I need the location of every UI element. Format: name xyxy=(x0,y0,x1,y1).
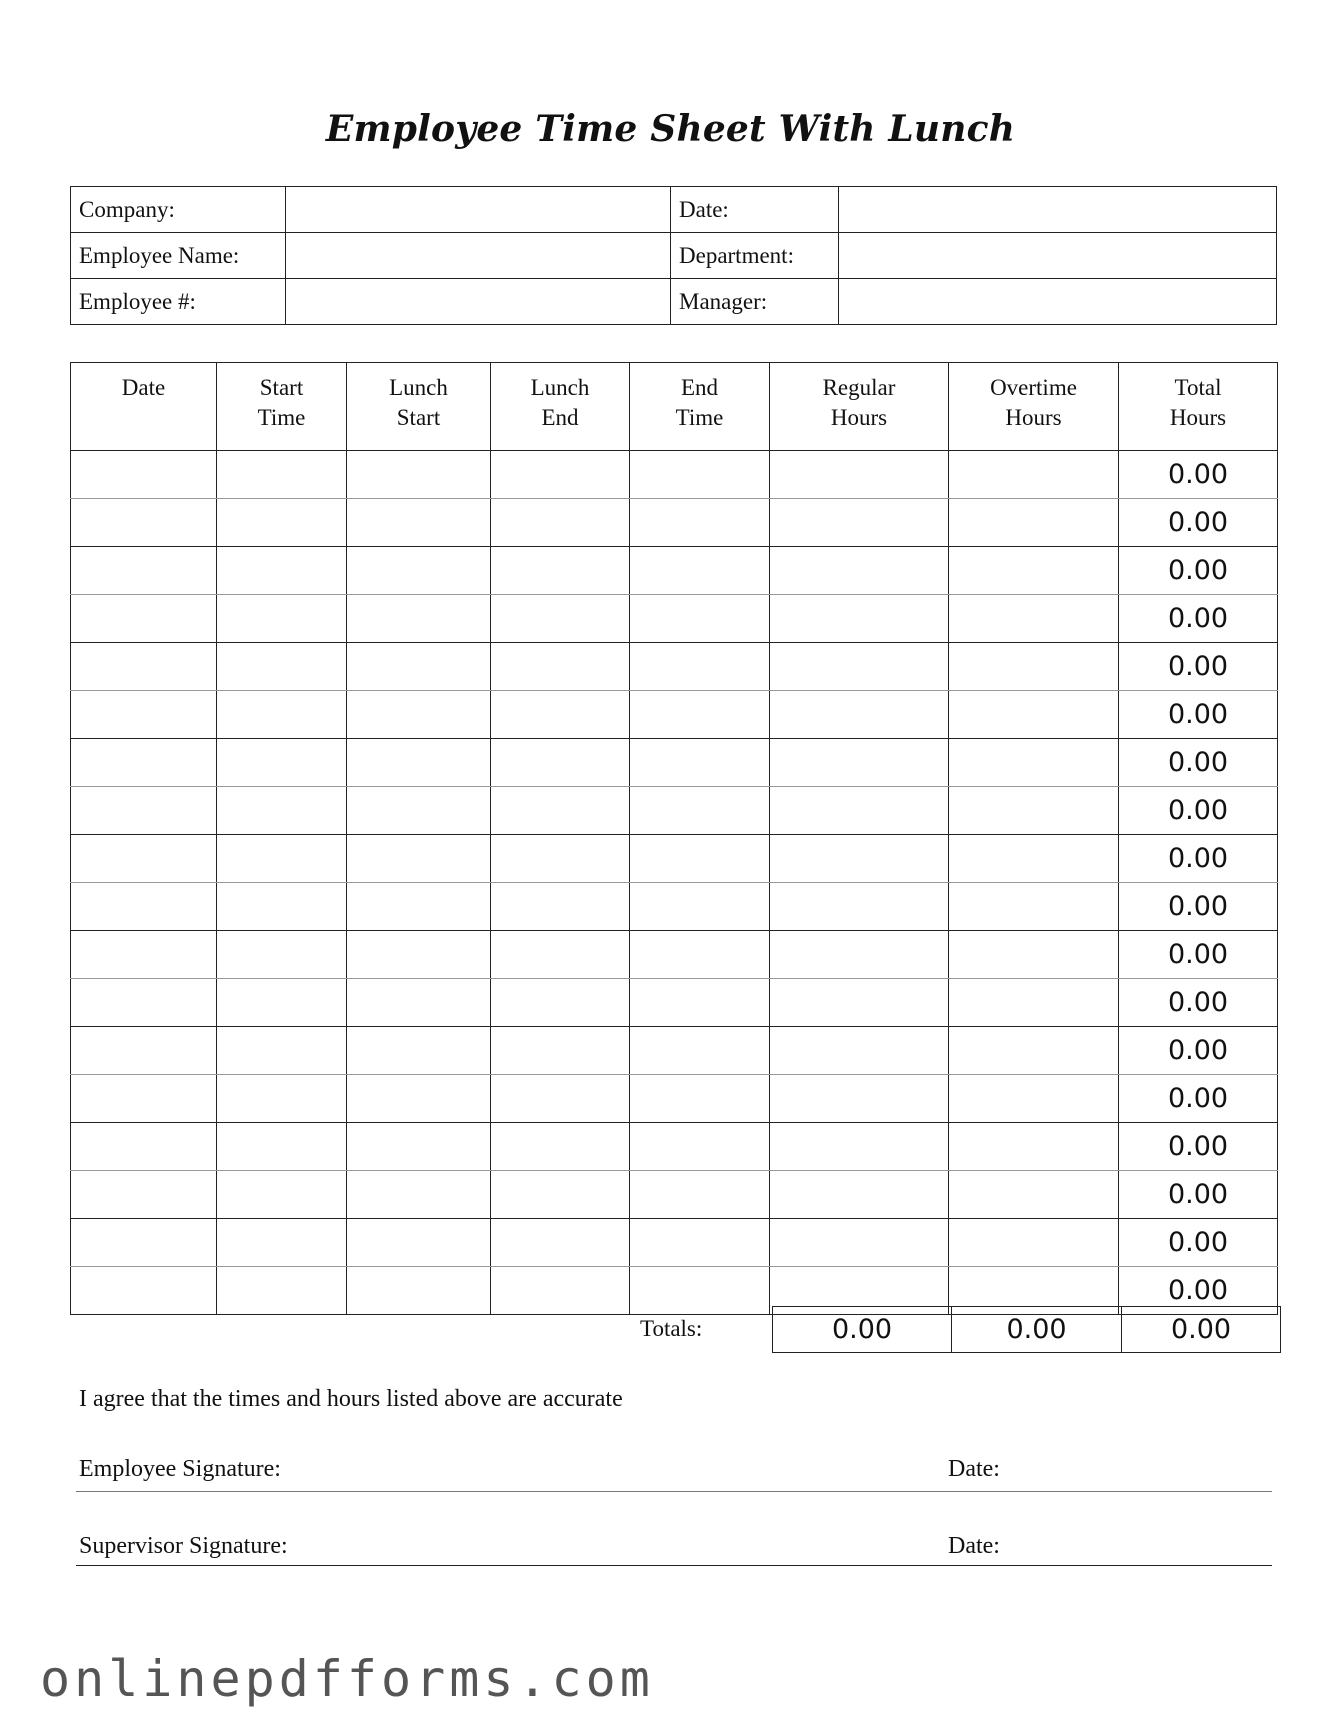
total-hours-cell: 0.00 xyxy=(1119,1219,1278,1267)
lunch-end-cell[interactable] xyxy=(491,1123,630,1171)
lunch-end-cell[interactable] xyxy=(491,787,630,835)
totals-table xyxy=(772,1306,1281,1353)
end-time-cell[interactable] xyxy=(630,1123,770,1171)
start-time-cell[interactable] xyxy=(217,787,347,835)
table-row xyxy=(71,883,1278,931)
info-row-company xyxy=(71,187,1277,233)
table-row xyxy=(71,787,1278,835)
start-time-cell[interactable] xyxy=(217,643,347,691)
total-hours-cell: 0.00 xyxy=(1119,1267,1278,1315)
overtime-hours-cell[interactable] xyxy=(949,979,1119,1027)
total-hours-cell: 0.00 xyxy=(1119,1123,1278,1171)
info-row-employee-name xyxy=(71,233,1277,279)
start-time-cell[interactable] xyxy=(217,979,347,1027)
table-row xyxy=(71,595,1278,643)
end-time-cell[interactable] xyxy=(630,883,770,931)
date-cell[interactable] xyxy=(71,883,217,931)
table-row xyxy=(71,979,1278,1027)
regular-hours-cell[interactable] xyxy=(770,1123,949,1171)
lunch-end-cell[interactable] xyxy=(491,451,630,499)
employee-signature-date-label: Date: xyxy=(948,1456,1000,1482)
lunch-start-cell[interactable] xyxy=(347,691,491,739)
employee-signature-label: Employee Signature: xyxy=(79,1456,281,1482)
lunch-start-cell[interactable] xyxy=(347,1171,491,1219)
lunch-end-cell[interactable] xyxy=(491,883,630,931)
start-time-cell[interactable] xyxy=(217,1267,347,1315)
table-row xyxy=(71,1075,1278,1123)
col-header-regular-hours: Regular Hours xyxy=(770,363,949,451)
start-time-cell[interactable] xyxy=(217,1123,347,1171)
lunch-end-cell[interactable] xyxy=(491,739,630,787)
manager-label: Manager: xyxy=(671,279,839,325)
total-hours-cell: 0.00 xyxy=(1119,931,1278,979)
date-cell[interactable] xyxy=(71,451,217,499)
table-row xyxy=(71,499,1278,547)
regular-hours-cell[interactable] xyxy=(770,595,949,643)
lunch-start-cell[interactable] xyxy=(347,739,491,787)
lunch-start-cell[interactable] xyxy=(347,643,491,691)
start-time-cell[interactable] xyxy=(217,1219,347,1267)
end-time-cell[interactable] xyxy=(630,451,770,499)
overtime-hours-cell[interactable] xyxy=(949,835,1119,883)
employee-signature-line[interactable] xyxy=(76,1491,1272,1492)
regular-hours-cell[interactable] xyxy=(770,883,949,931)
regular-hours-cell[interactable] xyxy=(770,643,949,691)
start-time-cell[interactable] xyxy=(217,1075,347,1123)
employee-name-field[interactable] xyxy=(286,233,671,279)
regular-hours-cell[interactable] xyxy=(770,787,949,835)
lunch-end-cell[interactable] xyxy=(491,595,630,643)
table-row xyxy=(71,451,1278,499)
end-time-cell[interactable] xyxy=(630,1171,770,1219)
regular-hours-cell[interactable] xyxy=(770,1027,949,1075)
start-time-cell[interactable] xyxy=(217,931,347,979)
table-row xyxy=(71,1171,1278,1219)
start-time-cell[interactable] xyxy=(217,835,347,883)
overtime-hours-cell[interactable] xyxy=(949,1171,1119,1219)
overtime-hours-cell[interactable] xyxy=(949,931,1119,979)
overtime-hours-cell[interactable] xyxy=(949,691,1119,739)
date-cell[interactable] xyxy=(71,739,217,787)
regular-hours-cell[interactable] xyxy=(770,835,949,883)
regular-hours-cell[interactable] xyxy=(770,931,949,979)
date-cell[interactable] xyxy=(71,1123,217,1171)
lunch-start-cell[interactable] xyxy=(347,931,491,979)
end-time-cell[interactable] xyxy=(630,835,770,883)
lunch-start-cell[interactable] xyxy=(347,1267,491,1315)
end-time-cell[interactable] xyxy=(630,691,770,739)
regular-hours-cell[interactable] xyxy=(770,499,949,547)
lunch-end-cell[interactable] xyxy=(491,643,630,691)
end-time-cell[interactable] xyxy=(630,643,770,691)
regular-hours-cell[interactable] xyxy=(770,691,949,739)
manager-field[interactable] xyxy=(839,279,1277,325)
start-time-cell[interactable] xyxy=(217,451,347,499)
overtime-hours-cell[interactable] xyxy=(949,547,1119,595)
total-hours-cell: 0.00 xyxy=(1119,595,1278,643)
lunch-start-cell[interactable] xyxy=(347,547,491,595)
overtime-hours-cell[interactable] xyxy=(949,595,1119,643)
overtime-hours-cell[interactable] xyxy=(949,1123,1119,1171)
col-header-total-hours: Total Hours xyxy=(1119,363,1278,451)
date-cell[interactable] xyxy=(71,643,217,691)
lunch-start-cell[interactable] xyxy=(347,595,491,643)
employee-number-label: Employee #: xyxy=(71,279,286,325)
time-table xyxy=(70,362,1278,1315)
table-row xyxy=(71,1219,1278,1267)
end-time-cell[interactable] xyxy=(630,1027,770,1075)
totals-row xyxy=(773,1307,1281,1353)
total-hours-cell: 0.00 xyxy=(1119,883,1278,931)
start-time-cell[interactable] xyxy=(217,883,347,931)
lunch-start-cell[interactable] xyxy=(347,787,491,835)
supervisor-signature-line[interactable] xyxy=(76,1565,1272,1566)
page-title: Employee Time Sheet With Lunch xyxy=(325,108,1016,150)
overtime-hours-cell[interactable] xyxy=(949,1075,1119,1123)
end-time-cell[interactable] xyxy=(630,739,770,787)
lunch-end-cell[interactable] xyxy=(491,1219,630,1267)
lunch-start-cell[interactable] xyxy=(347,499,491,547)
end-time-cell[interactable] xyxy=(630,979,770,1027)
lunch-start-cell[interactable] xyxy=(347,883,491,931)
end-time-cell[interactable] xyxy=(630,1219,770,1267)
info-row-employee-number xyxy=(71,279,1277,325)
table-row xyxy=(71,1123,1278,1171)
department-label: Department: xyxy=(671,233,839,279)
lunch-end-cell[interactable] xyxy=(491,499,630,547)
overtime-hours-cell[interactable] xyxy=(949,883,1119,931)
col-header-end-time: End Time xyxy=(630,363,770,451)
end-time-cell[interactable] xyxy=(630,787,770,835)
end-time-cell[interactable] xyxy=(630,547,770,595)
supervisor-signature-date-label: Date: xyxy=(948,1533,1000,1559)
start-time-cell[interactable] xyxy=(217,499,347,547)
date-cell[interactable] xyxy=(71,931,217,979)
date-cell[interactable] xyxy=(71,835,217,883)
end-time-cell[interactable] xyxy=(630,1075,770,1123)
overtime-hours-cell[interactable] xyxy=(949,787,1119,835)
regular-hours-cell[interactable] xyxy=(770,1219,949,1267)
totals-label: Totals: xyxy=(640,1316,703,1341)
table-row xyxy=(71,739,1278,787)
date-cell[interactable] xyxy=(71,1267,217,1315)
table-row xyxy=(71,643,1278,691)
department-field[interactable] xyxy=(839,233,1277,279)
end-time-cell[interactable] xyxy=(630,499,770,547)
end-time-cell[interactable] xyxy=(630,1267,770,1315)
total-hours-cell: 0.00 xyxy=(1119,835,1278,883)
overtime-hours-cell[interactable] xyxy=(949,643,1119,691)
end-time-cell[interactable] xyxy=(630,595,770,643)
total-hours-cell: 0.00 xyxy=(1119,691,1278,739)
regular-hours-cell[interactable] xyxy=(770,979,949,1027)
start-time-cell[interactable] xyxy=(217,739,347,787)
company-label: Company: xyxy=(71,187,286,233)
lunch-start-cell[interactable] xyxy=(347,451,491,499)
total-hours-cell: 0.00 xyxy=(1119,1171,1278,1219)
lunch-start-cell[interactable] xyxy=(347,1075,491,1123)
col-header-lunch-start: Lunch Start xyxy=(347,363,491,451)
overtime-hours-cell[interactable] xyxy=(949,499,1119,547)
total-hours-cell: 0.00 xyxy=(1119,451,1278,499)
table-row xyxy=(71,835,1278,883)
overtime-hours-cell[interactable] xyxy=(949,1027,1119,1075)
date-cell[interactable] xyxy=(71,1075,217,1123)
lunch-end-cell[interactable] xyxy=(491,1171,630,1219)
total-hours-cell: 0.00 xyxy=(1119,499,1278,547)
date-label: Date: xyxy=(671,187,839,233)
lunch-start-cell[interactable] xyxy=(347,979,491,1027)
regular-hours-cell[interactable] xyxy=(770,739,949,787)
date-cell[interactable] xyxy=(71,547,217,595)
col-header-date: Date xyxy=(71,363,217,451)
total-hours-cell: 0.00 xyxy=(1119,1027,1278,1075)
overtime-hours-cell[interactable] xyxy=(949,451,1119,499)
table-row xyxy=(71,691,1278,739)
total-hours-cell: 0.00 xyxy=(1119,643,1278,691)
table-header-row xyxy=(71,363,1278,451)
start-time-cell[interactable] xyxy=(217,1027,347,1075)
lunch-end-cell[interactable] xyxy=(491,1267,630,1315)
table-row xyxy=(71,1027,1278,1075)
regular-hours-cell[interactable] xyxy=(770,1075,949,1123)
date-cell[interactable] xyxy=(71,499,217,547)
totals-regular-hours: 0.00 xyxy=(773,1307,952,1353)
lunch-start-cell[interactable] xyxy=(347,835,491,883)
total-hours-cell: 0.00 xyxy=(1119,979,1278,1027)
lunch-end-cell[interactable] xyxy=(491,547,630,595)
overtime-hours-cell[interactable] xyxy=(949,1219,1119,1267)
date-cell[interactable] xyxy=(71,595,217,643)
date-cell[interactable] xyxy=(71,1171,217,1219)
total-hours-cell: 0.00 xyxy=(1119,787,1278,835)
lunch-start-cell[interactable] xyxy=(347,1027,491,1075)
watermark: onlinepdfforms.com xyxy=(40,1650,654,1708)
col-header-overtime-hours: Overtime Hours xyxy=(949,363,1119,451)
employee-number-field[interactable] xyxy=(286,279,671,325)
start-time-cell[interactable] xyxy=(217,691,347,739)
lunch-end-cell[interactable] xyxy=(491,931,630,979)
end-time-cell[interactable] xyxy=(630,931,770,979)
regular-hours-cell[interactable] xyxy=(770,547,949,595)
table-row xyxy=(71,547,1278,595)
lunch-start-cell[interactable] xyxy=(347,1123,491,1171)
start-time-cell[interactable] xyxy=(217,547,347,595)
col-header-start-time: Start Time xyxy=(217,363,347,451)
total-hours-cell: 0.00 xyxy=(1119,547,1278,595)
lunch-end-cell[interactable] xyxy=(491,1027,630,1075)
total-hours-cell: 0.00 xyxy=(1119,1075,1278,1123)
total-hours-cell: 0.00 xyxy=(1119,739,1278,787)
supervisor-signature-label: Supervisor Signature: xyxy=(79,1533,288,1559)
employee-name-label: Employee Name: xyxy=(71,233,286,279)
totals-overtime-hours: 0.00 xyxy=(952,1307,1122,1353)
lunch-end-cell[interactable] xyxy=(491,1075,630,1123)
company-field[interactable] xyxy=(286,187,671,233)
date-field[interactable] xyxy=(839,187,1277,233)
start-time-cell[interactable] xyxy=(217,1171,347,1219)
date-cell[interactable] xyxy=(71,1027,217,1075)
lunch-end-cell[interactable] xyxy=(491,691,630,739)
date-cell[interactable] xyxy=(71,979,217,1027)
lunch-end-cell[interactable] xyxy=(491,835,630,883)
employee-info-table xyxy=(70,186,1277,325)
lunch-start-cell[interactable] xyxy=(347,1219,491,1267)
start-time-cell[interactable] xyxy=(217,595,347,643)
date-cell[interactable] xyxy=(71,1219,217,1267)
date-cell[interactable] xyxy=(71,787,217,835)
agreement-statement: I agree that the times and hours listed above are accurate xyxy=(79,1386,623,1412)
overtime-hours-cell[interactable] xyxy=(949,739,1119,787)
table-row xyxy=(71,931,1278,979)
lunch-end-cell[interactable] xyxy=(491,979,630,1027)
totals-total-hours: 0.00 xyxy=(1122,1307,1281,1353)
regular-hours-cell[interactable] xyxy=(770,1171,949,1219)
date-cell[interactable] xyxy=(71,691,217,739)
regular-hours-cell[interactable] xyxy=(770,451,949,499)
col-header-lunch-end: Lunch End xyxy=(491,363,630,451)
